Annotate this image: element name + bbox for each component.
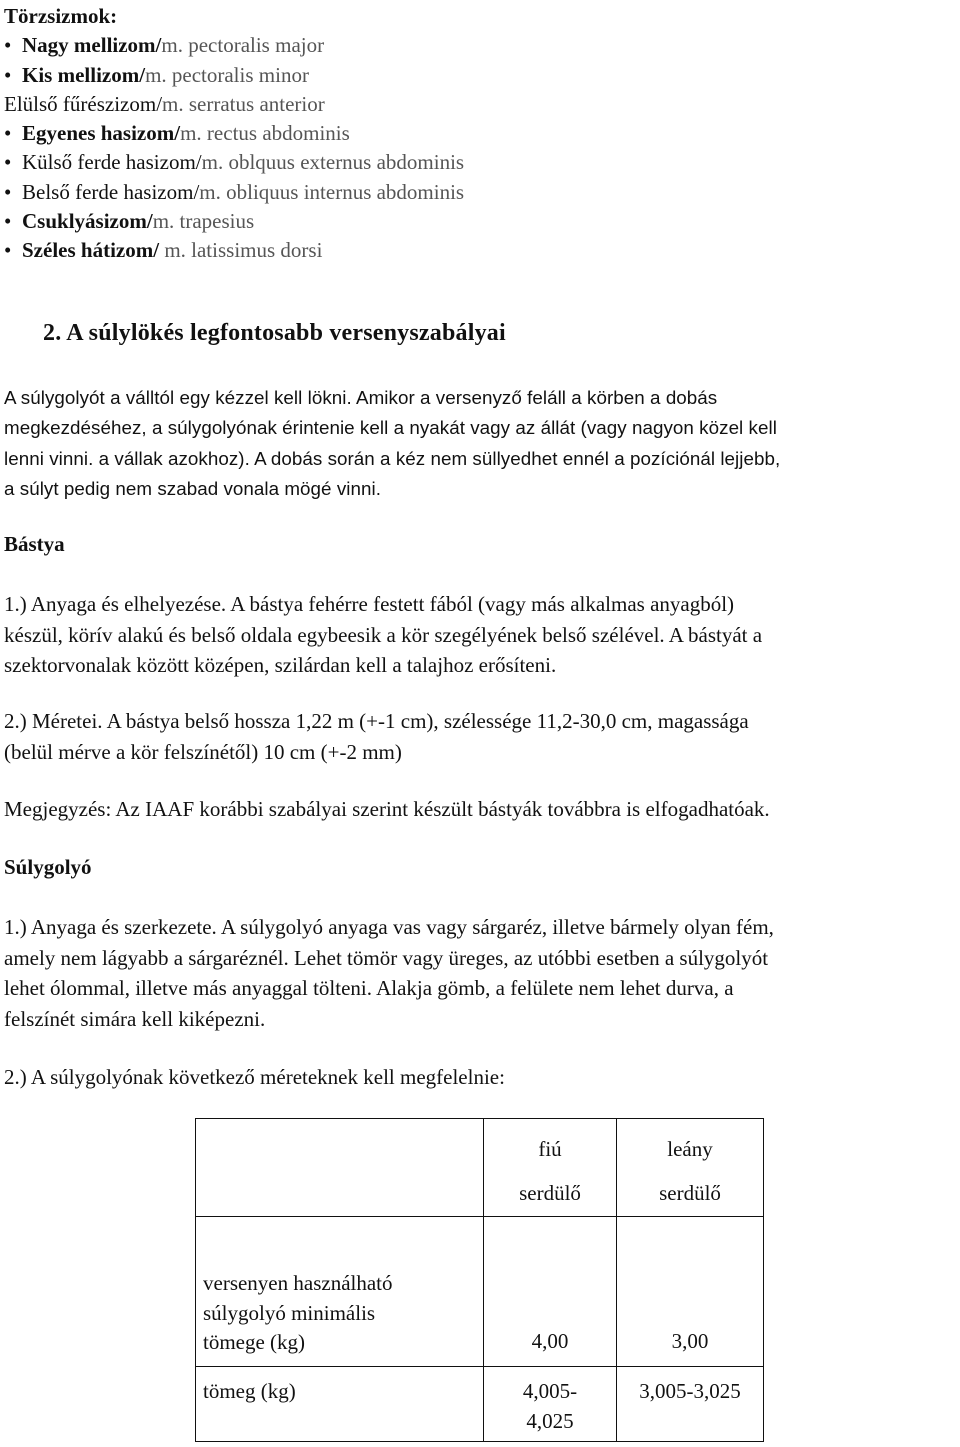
label-text: súlygolyó minimális	[203, 1300, 376, 1325]
muscle-item	[4, 148, 464, 177]
table-label-cell	[196, 1367, 484, 1442]
bastya-note: Megjegyzés: Az IAAF korábbi szabályai szerint készült bástyák továbbra is elfogadhatóak.	[4, 797, 770, 821]
value-text: 3,005-3,025	[639, 1379, 741, 1403]
paragraph-line: amely nem lágyabb a sárgaréznél. Lehet tömör vagy üreges, az utóbbi esetben a súlygolyót	[4, 945, 769, 970]
table-row	[196, 1217, 764, 1367]
muscle-list	[4, 2, 464, 266]
muscle-item	[4, 236, 464, 265]
table-row	[196, 1119, 764, 1217]
bullet-glyph: •	[4, 209, 12, 234]
table-header-cell	[617, 1119, 764, 1217]
muscle-latin: m. oblquus externus abdominis	[201, 150, 465, 175]
table-label-cell	[196, 1217, 484, 1367]
muscle-latin: m. serratus anterior	[162, 91, 325, 116]
bullet-glyph: •	[4, 179, 12, 204]
muscle-latin: m. latissimus dorsi	[159, 238, 323, 263]
table-header-cell	[484, 1119, 617, 1217]
paragraph-line: A súlygolyót a válltól egy kézzel kell lökni. Amikor a versenyző feláll a körben a dobás	[4, 387, 718, 408]
sulygolyo-material-paragraph	[4, 912, 958, 1034]
table-value-cell	[484, 1217, 617, 1367]
value-text: 4,005-	[522, 1379, 578, 1403]
table-value-cell	[617, 1217, 764, 1367]
muscle-name: Nagy mellizom/	[22, 33, 162, 58]
muscle-item	[4, 61, 464, 90]
header-text: serdülő	[519, 1181, 581, 1205]
muscle-name: Széles hátizom/	[22, 238, 160, 263]
bullet-glyph: •	[4, 62, 12, 87]
shot-weight-table	[195, 1118, 764, 1442]
section-heading-rules: 2. A súlylökés legfontosabb versenyszabályai	[43, 320, 506, 346]
muscle-item	[4, 31, 464, 60]
muscle-item	[4, 119, 464, 148]
muscle-item	[4, 178, 464, 207]
paragraph-line: készül, körív alakú és belső oldala egybeesik a kör szegélyének belső szélével. A bástyát a	[4, 622, 763, 647]
muscle-latin: m. pectoralis major	[161, 33, 325, 58]
paragraph-line: lenni vinni. a vállak azokhoz). A dobás során a kéz nem süllyedhet ennél a pozíciónál lejjebb,	[4, 447, 781, 469]
muscle-name: Egyenes hasizom/	[22, 121, 181, 146]
paragraph-line: 2.) Méretei. A bástya belső hossza 1,22 m (+-1 cm), szélessége 11,2-30,0 cm, magassága	[4, 709, 749, 733]
paragraph-line: (belül mérve a kör felszínétől) 10 cm (+-2 mm)	[4, 739, 402, 764]
subheading-bastya: Bástya	[4, 532, 65, 556]
subheading-sulygolyo: Súlygolyó	[4, 855, 92, 879]
rules-paragraph	[4, 383, 958, 505]
label-text: tömeg (kg)	[203, 1379, 296, 1403]
muscle-latin: m. obliquus internus abdominis	[199, 179, 465, 204]
value-text: 4,025	[526, 1408, 574, 1433]
bullet-glyph: •	[4, 238, 12, 263]
table-value-cell	[617, 1367, 764, 1442]
header-text: fiú	[538, 1137, 562, 1161]
sulygolyo-dimensions-intro: 2.) A súlygolyónak következő méreteknek kell megfelelnie:	[4, 1065, 505, 1089]
muscle-latin: m. trapesius	[152, 209, 255, 234]
muscle-name: Elülső fűrészizom/	[4, 91, 163, 116]
muscle-list-title: Törzsizmok:	[4, 4, 118, 28]
value-text: 4,00	[531, 1329, 569, 1353]
muscle-name: Kis mellizom/	[22, 62, 146, 87]
paragraph-line: 1.) Anyaga és elhelyezése. A bástya fehérre festett fából (vagy más alkalmas anyagból)	[4, 592, 735, 616]
label-text: versenyen használható	[203, 1271, 393, 1295]
bastya-material-paragraph	[4, 589, 958, 681]
muscle-name: Külső ferde hasizom/	[22, 150, 202, 175]
paragraph-line: felszínét simára kell kiképezni.	[4, 1006, 266, 1031]
muscle-name: Belső ferde hasizom/	[22, 179, 200, 204]
bastya-dimensions-paragraph	[4, 706, 958, 767]
label-text: tömege (kg)	[203, 1330, 306, 1354]
bullet-glyph: •	[4, 150, 12, 175]
muscle-name: Csuklyásizom/	[22, 209, 153, 234]
value-text: 3,00	[671, 1329, 709, 1353]
paragraph-line: a súlyt pedig nem szabad vonala mögé vinni.	[4, 478, 381, 500]
paragraph-line: szektorvonalak között középen, szilárdan kell a talajhoz erősíteni.	[4, 653, 557, 678]
table-value-cell	[484, 1367, 617, 1442]
header-text: leány	[667, 1137, 713, 1161]
table-cell-empty	[196, 1119, 484, 1217]
muscle-latin: m. rectus abdominis	[180, 121, 350, 146]
muscle-item	[4, 207, 464, 236]
muscle-latin: m. pectoralis minor	[145, 62, 309, 87]
paragraph-line: megkezdéséhez, a súlygolyónak érintenie kell a nyakát vagy az állát (vagy nagyon közel kell	[4, 417, 777, 439]
muscle-item	[4, 90, 464, 119]
bullet-glyph: •	[4, 33, 12, 58]
paragraph-line: 1.) Anyaga és szerkezete. A súlygolyó anyaga vas vagy sárgaréz, illetve bármely olyan fém,	[4, 915, 774, 939]
paragraph-line: lehet ólommal, illetve más anyaggal tölteni. Alakja gömb, a felülete nem lehet durva, a	[4, 976, 734, 1001]
header-text: serdülő	[659, 1181, 721, 1205]
table-row	[196, 1367, 764, 1442]
bullet-glyph: •	[4, 121, 12, 146]
